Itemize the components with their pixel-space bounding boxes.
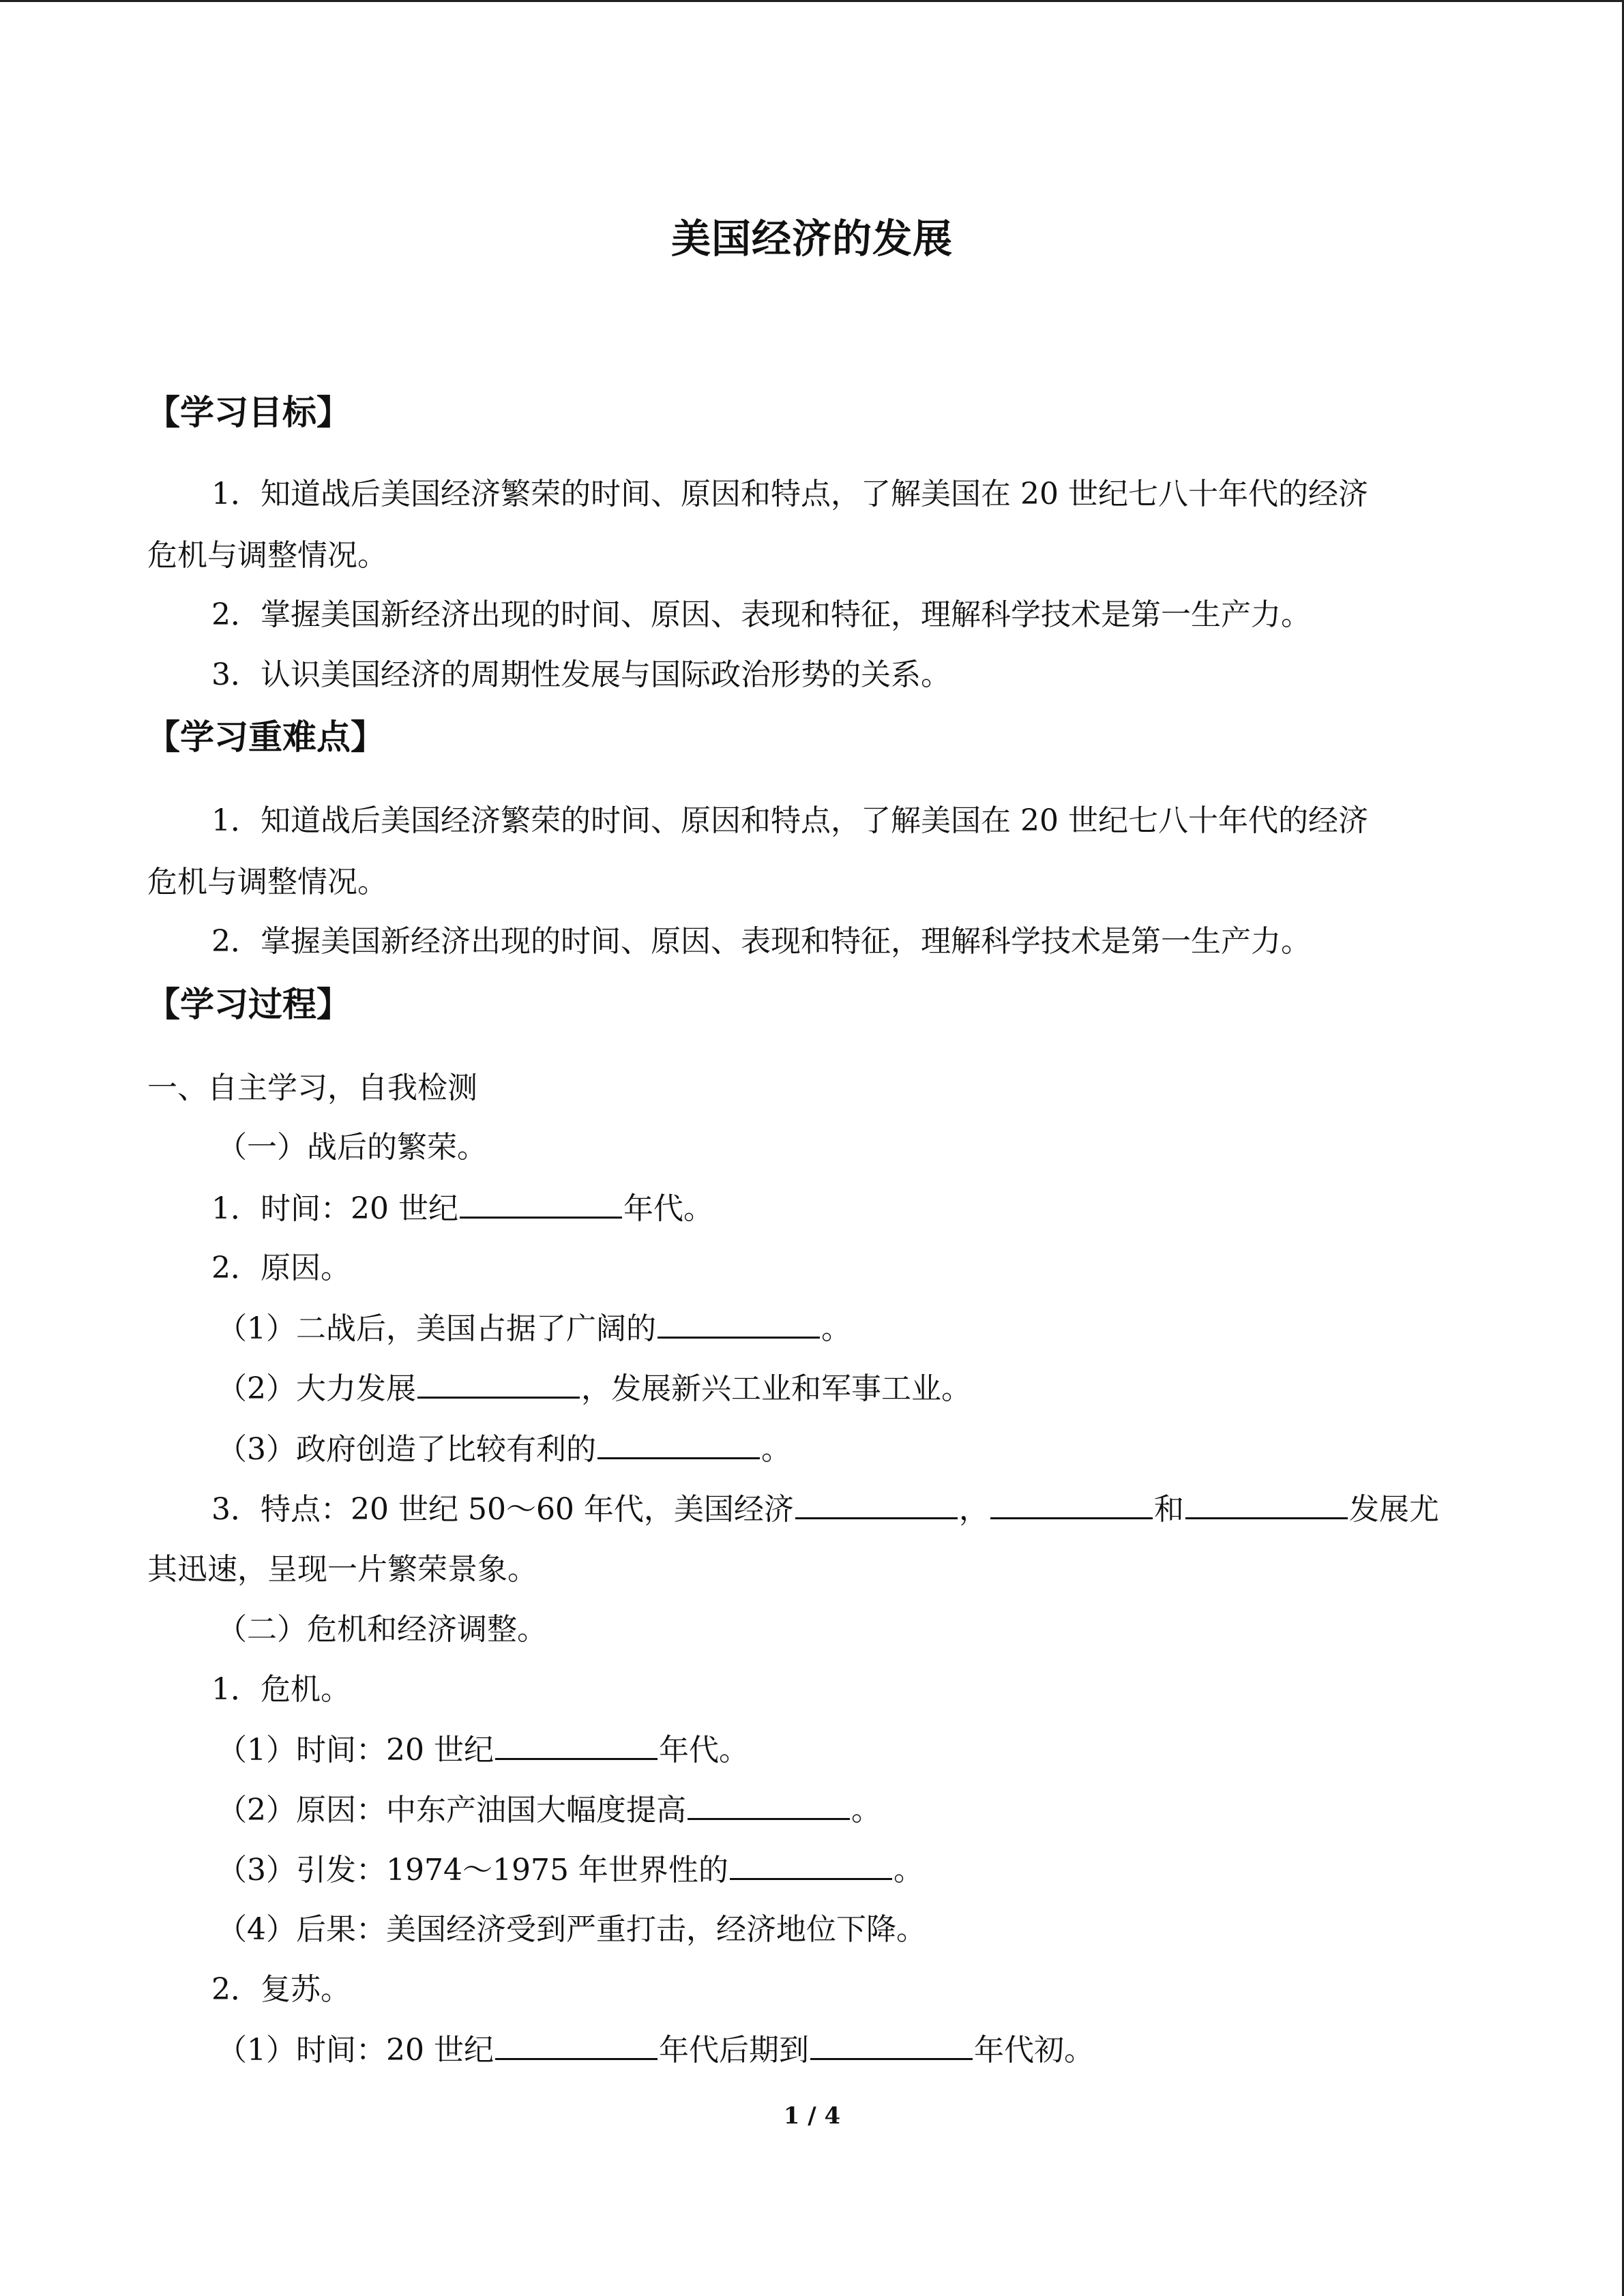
fill-text: （1）时间：20 世纪 xyxy=(217,1733,494,1768)
fill-text: 发展尤 xyxy=(1348,1492,1439,1527)
fill-blank[interactable] xyxy=(495,2028,658,2060)
fill-item-features-cont: 其迅速，呈现一片繁荣景象。 xyxy=(147,1552,537,1587)
item-crisis-consequence: （4）后果：美国经济受到严重打击，经济地位下降。 xyxy=(217,1912,926,1947)
fill-text: 年代。 xyxy=(658,1733,749,1768)
fill-blank[interactable] xyxy=(730,1848,892,1880)
fill-item-crisis-trigger xyxy=(217,1848,924,1892)
fill-item-reason-1 xyxy=(217,1307,851,1351)
fill-text: 年代后期到 xyxy=(658,2033,809,2068)
item-reason: 2．原因。 xyxy=(211,1251,351,1285)
fill-text: （2）原因：中东产油国大幅度提高 xyxy=(217,1793,686,1828)
fill-text: 年代初。 xyxy=(973,2033,1094,2068)
goal-item-1: 1．知道战后美国经济繁荣的时间、原因和特点，了解美国在 20 世纪七八十年代的经济 xyxy=(211,477,1368,511)
fill-text: （2）大力发展 xyxy=(217,1371,416,1406)
item-recovery: 2．复苏。 xyxy=(211,1972,351,2007)
process-heading: 【学习过程】 xyxy=(146,985,351,1024)
fill-text: （1）二战后，美国占据了广阔的 xyxy=(217,1311,656,1346)
fill-item-reason-3 xyxy=(217,1427,791,1472)
fill-blank[interactable] xyxy=(597,1427,760,1459)
part-postwar-prosperity: （一）战后的繁荣。 xyxy=(217,1130,487,1165)
fill-item-reason-2 xyxy=(217,1367,971,1411)
key-points-heading: 【学习重难点】 xyxy=(146,717,385,757)
fill-item-features xyxy=(211,1487,1439,1532)
page-number: 1 / 4 xyxy=(783,2102,841,2130)
fill-text: ， xyxy=(958,1492,989,1527)
goal-item-3: 3．认识美国经济的周期性发展与国际政治形势的关系。 xyxy=(211,657,951,692)
fill-text: 。 xyxy=(851,1793,881,1828)
fill-text: 。 xyxy=(821,1311,851,1346)
fill-blank[interactable] xyxy=(460,1187,622,1219)
fill-text: 1．时间：20 世纪 xyxy=(211,1191,458,1226)
fill-blank[interactable] xyxy=(1185,1487,1348,1519)
document-title: 美国经济的发展 xyxy=(670,215,953,262)
fill-blank[interactable] xyxy=(688,1788,850,1820)
section-self-study: 一、自主学习，自我检测 xyxy=(147,1071,477,1105)
fill-item-recovery-time xyxy=(217,2028,1094,2072)
fill-text: （3）政府创造了比较有利的 xyxy=(217,1432,596,1467)
item-crisis: 1．危机。 xyxy=(211,1672,351,1707)
fill-blank[interactable] xyxy=(810,2028,973,2060)
fill-text: 。 xyxy=(893,1853,924,1888)
fill-item-crisis-reason xyxy=(217,1788,881,1832)
fill-text: 3．特点：20 世纪 50～60 年代，美国经济 xyxy=(211,1492,794,1527)
key-point-item-1: 1．知道战后美国经济繁荣的时间、原因和特点，了解美国在 20 世纪七八十年代的经济 xyxy=(211,803,1368,838)
fill-text: 和 xyxy=(1153,1492,1184,1527)
fill-text: ，发展新兴工业和军事工业。 xyxy=(581,1371,971,1406)
fill-text: 。 xyxy=(761,1432,791,1467)
key-point-item-2: 2．掌握美国新经济出现的时间、原因、表现和特征，理解科学技术是第一生产力。 xyxy=(211,924,1311,959)
fill-text: 年代。 xyxy=(623,1191,713,1226)
key-point-item-1-cont: 危机与调整情况。 xyxy=(147,865,387,899)
goal-item-1-cont: 危机与调整情况。 xyxy=(147,538,387,573)
fill-text: （1）时间：20 世纪 xyxy=(217,2033,494,2068)
part-crisis-adjustment: （二）危机和经济调整。 xyxy=(217,1612,547,1647)
fill-item-time xyxy=(211,1187,713,1231)
fill-blank[interactable] xyxy=(658,1307,820,1339)
fill-text: （3）引发：1974～1975 年世界性的 xyxy=(217,1853,728,1888)
fill-item-crisis-time xyxy=(217,1728,749,1772)
goal-item-2: 2．掌握美国新经济出现的时间、原因、表现和特征，理解科学技术是第一生产力。 xyxy=(211,597,1311,632)
goals-heading: 【学习目标】 xyxy=(146,393,351,432)
fill-blank[interactable] xyxy=(495,1728,658,1760)
fill-blank[interactable] xyxy=(795,1487,958,1519)
fill-blank[interactable] xyxy=(417,1367,580,1399)
fill-blank[interactable] xyxy=(990,1487,1153,1519)
